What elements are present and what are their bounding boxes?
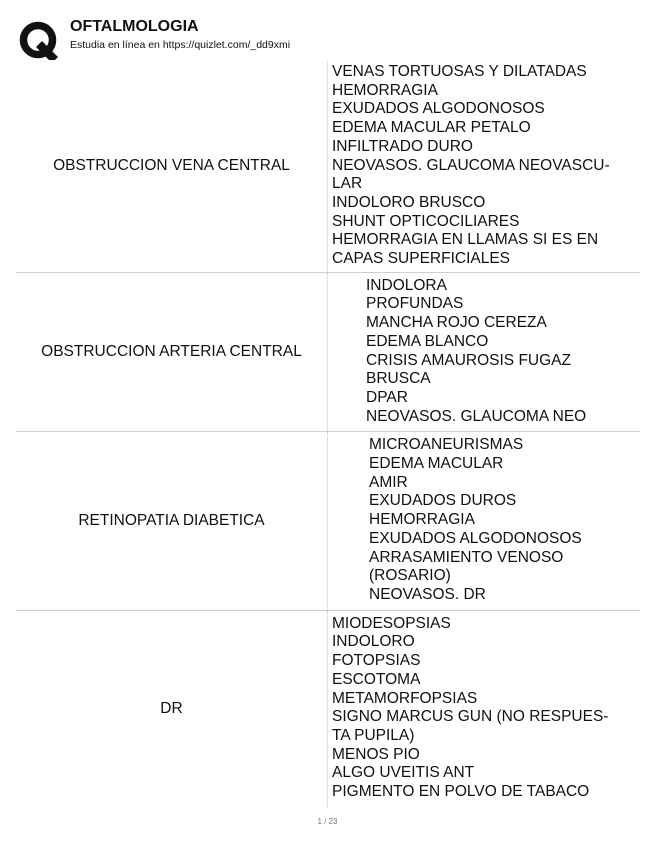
definition-line: HEMORRAGIA EN LLAMAS SI ES EN [332,231,599,249]
definition-line: PIGMENTO EN POLVO DE TABACO [332,783,590,801]
flashcard-list [16,61,640,807]
set-title: OFTALMOLOGIA [70,18,199,35]
definition-line: EDEMA BLANCO [366,332,489,350]
definition-line: INFILTRADO DURO [332,137,473,155]
definition-line: AMIR [369,473,408,491]
definition-line: INDOLORA [366,276,447,294]
flashcard-term: RETINOPATIA DIABETICA [78,512,265,530]
definition-line: INDOLORO BRUSCO [332,193,486,211]
definition-line: ALGO UVEITIS ANT [332,764,475,782]
definition-line: INDOLORO [332,633,415,651]
definition-line: ARRASAMIENTO VENOSO [369,548,564,566]
page-number: 1 / 23 [317,817,338,826]
definition-line: EXUDADOS ALGODONOSOS [369,529,582,547]
definition-line: LAR [332,175,363,193]
set-url-text: Estudia en línea en https://quizlet.com/_dd9xmi [70,39,291,51]
flashcard-row [16,432,640,610]
definition-line: FOTOPSIAS [332,652,421,670]
flashcard-definition [327,61,640,272]
definition-line: ESCOTOMA [332,670,421,688]
flashcard-row [16,61,640,273]
definition-line: SHUNT OPTICOCILIARES [332,212,520,230]
definition-line: DPAR [366,388,408,406]
definition-line: SIGNO MARCUS GUN (NO RESPUES- [332,708,609,726]
definition-line: MENOS PIO [332,745,420,763]
flashcard-definition [327,611,640,807]
flashcard-term: OBSTRUCCION ARTERIA CENTRAL [41,343,302,361]
definition-line: HEMORRAGIA [369,511,475,529]
definition-line: BRUSCA [366,370,431,388]
definition-line: (ROSARIO) [369,567,451,585]
flashcard-term: OBSTRUCCION VENA CENTRAL [53,157,290,175]
definition-line: VENAS TORTUOSAS Y DILATADAS [332,63,587,80]
definition-line: NEOVASOS. DR [369,585,486,603]
flashcard-row [16,611,640,807]
definition-line: NEOVASOS. GLAUCOMA NEO [366,407,587,425]
flashcard-definition [327,432,640,609]
flashcard-row [16,273,640,433]
definition-line: EDEMA MACULAR [369,455,504,473]
quizlet-logo-icon [18,20,58,60]
flashcard-term: DR [160,699,183,717]
definition-line: MICROANEURISMAS [369,436,524,454]
definition-line: NEOVASOS. GLAUCOMA NEOVASCU- [332,156,610,174]
definition-line: EDEMA MACULAR PETALO [332,119,531,137]
definition-line: CAPAS SUPERFICIALES [332,250,511,268]
definition-line: EXUDADOS ALGODONOSOS [332,100,545,118]
definition-line: MIODESOPSIAS [332,614,451,632]
definition-line: MANCHA ROJO CEREZA [366,314,547,332]
definition-line: TA PUPILA) [332,726,415,744]
definition-line: HEMORRAGIA [332,81,438,99]
flashcard-definition [327,273,640,432]
definition-line: METAMORFOPSIAS [332,689,478,707]
definition-line: PROFUNDAS [366,295,464,313]
definition-line: CRISIS AMAUROSIS FUGAZ [366,351,571,369]
definition-line: EXUDADOS DUROS [369,492,517,510]
